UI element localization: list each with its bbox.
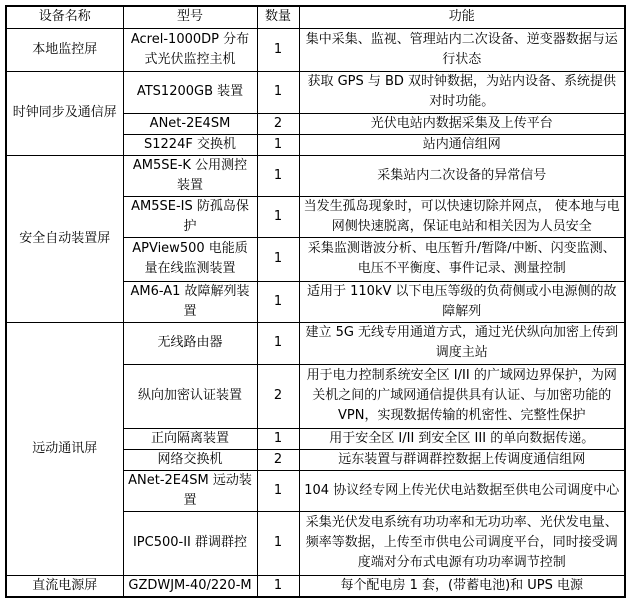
function-cell: 集中采集、监视、管理站内二次设备、逆变器数据与运行状态 <box>299 28 625 71</box>
model-cell: AM6-A1 故障解列装置 <box>123 281 257 322</box>
function-cell: 采集监测谐波分析、电压暂升/暂降/中断、闪变监测、电压不平衡度、事件记录、测量控制 <box>299 237 625 281</box>
model-cell: 正向隔离装置 <box>123 428 257 449</box>
function-cell: 光伏电站内数据采集及上传平台 <box>299 113 625 134</box>
function-cell: 远东装置与群调群控数据上传调度通信组网 <box>299 449 625 470</box>
function-cell: 104 协议经专网上传光伏电站数据至供电公司调度中心 <box>299 470 625 511</box>
quantity-cell: 1 <box>257 155 299 196</box>
quantity-cell: 1 <box>257 28 299 71</box>
quantity-cell: 2 <box>257 364 299 428</box>
column-header-quantity: 数量 <box>257 6 299 28</box>
quantity-cell: 2 <box>257 113 299 134</box>
column-header-device-name: 设备名称 <box>6 6 123 28</box>
quantity-cell: 1 <box>257 322 299 364</box>
quantity-cell: 1 <box>257 237 299 281</box>
model-cell: 网络交换机 <box>123 449 257 470</box>
device-table-body <box>6 28 625 597</box>
model-cell: AM5SE-K 公用测控装置 <box>123 155 257 196</box>
function-cell: 采集光伏发电系统有功功率和无功功率、光伏发电量、频率等数据，上传至市供电公司调度平台，同时接受调度端对分布式电源有功功率调节控制 <box>299 511 625 575</box>
table-row <box>6 71 625 113</box>
device-name-cell: 时钟同步及通信屏 <box>6 71 123 155</box>
model-cell: 纵向加密认证装置 <box>123 364 257 428</box>
table-row <box>6 28 625 71</box>
function-cell: 获取 GPS 与 BD 双时钟数据，为站内设备、系统提供对时功能。 <box>299 71 625 113</box>
function-cell: 当发生孤岛现象时，可以快速切除并网点， 使本地与电网侧快速脱离，保证电站和相关因为人员安全 <box>299 196 625 237</box>
table-header-row <box>6 6 625 28</box>
device-name-cell: 本地监控屏 <box>6 28 123 71</box>
function-cell: 用于安全区 I/II 到安全区 III 的单向数据传递。 <box>299 428 625 449</box>
quantity-cell: 1 <box>257 511 299 575</box>
device-name-cell: 远动通讯屏 <box>6 322 123 575</box>
device-function-table <box>5 5 626 598</box>
table-row <box>6 155 625 196</box>
quantity-cell: 1 <box>257 71 299 113</box>
model-cell: Acrel-1000DP 分布式光伏监控主机 <box>123 28 257 71</box>
function-cell: 适用于 110kV 以下电压等级的负荷侧或小电源侧的故障解列 <box>299 281 625 322</box>
model-cell: S1224F 交换机 <box>123 134 257 155</box>
device-name-cell: 安全自动装置屏 <box>6 155 123 322</box>
function-cell: 建立 5G 无线专用通道方式，通过光伏纵向加密上传到调度主站 <box>299 322 625 364</box>
quantity-cell: 1 <box>257 470 299 511</box>
model-cell: ANet-2E4SM 远动装置 <box>123 470 257 511</box>
model-cell: ATS1200GB 装置 <box>123 71 257 113</box>
model-cell: AM5SE-IS 防孤岛保护 <box>123 196 257 237</box>
function-cell: 站内通信组网 <box>299 134 625 155</box>
table-row <box>6 322 625 364</box>
column-header-function: 功能 <box>299 6 625 28</box>
quantity-cell: 2 <box>257 449 299 470</box>
quantity-cell: 1 <box>257 281 299 322</box>
model-cell: 无线路由器 <box>123 322 257 364</box>
quantity-cell: 1 <box>257 428 299 449</box>
function-cell: 用于电力控制系统安全区 I/II 的广域网边界保护，为网关机之间的广域网通信提供具有认证、与加密功能的 VPN，实现数据传输的机密性、完整性保护 <box>299 364 625 428</box>
device-name-cell: 直流电源屏 <box>6 575 123 597</box>
quantity-cell: 1 <box>257 575 299 597</box>
model-cell: IPC500-II 群调群控 <box>123 511 257 575</box>
function-cell: 每个配电房 1 套，(带蓄电池)和 UPS 电源 <box>299 575 625 597</box>
quantity-cell: 1 <box>257 134 299 155</box>
model-cell: APView500 电能质量在线监测装置 <box>123 237 257 281</box>
table-row <box>6 575 625 597</box>
model-cell: GZDWJM-40/220-M <box>123 575 257 597</box>
column-header-model: 型号 <box>123 6 257 28</box>
quantity-cell: 1 <box>257 196 299 237</box>
model-cell: ANet-2E4SM <box>123 113 257 134</box>
function-cell: 采集站内二次设备的异常信号 <box>299 155 625 196</box>
